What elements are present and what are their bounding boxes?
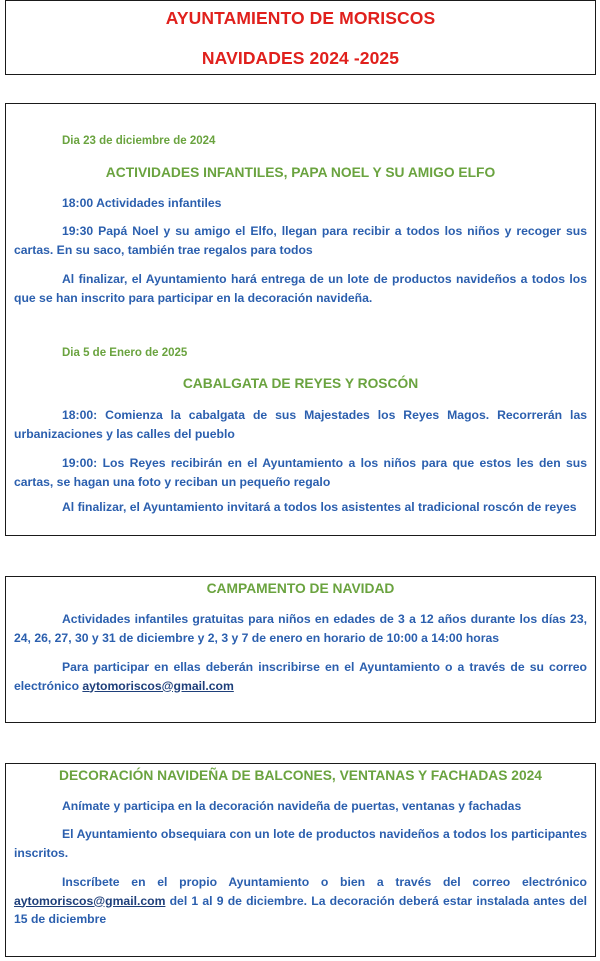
decoration-paragraph-3-text-b: del 1 al 9 de diciembre. La decoración deberá estar instalada antes del 15 de diciembre: [14, 893, 587, 926]
event1-paragraph-1: 18:00 Actividades infantiles: [62, 196, 222, 210]
event1-paragraph-2: 19:30 Papá Noel y su amigo el Elfo, llegan para recibir a todos los niños y recoger sus cartas. En su saco, también trae regalos para todos: [14, 224, 587, 257]
camp-title: CAMPAMENTO DE NAVIDAD: [206, 581, 395, 596]
camp-paragraph-1: Actividades infantiles gratuitas para niños en edades de 3 a 12 años durante los días 23, 24, 26, 27, 30 y 31 de diciembre y 2, 3 y 7 de enero en horario de 10:00 a 14:00 horas: [14, 612, 587, 645]
event-date-2: Dia 5 de Enero de 2025: [62, 347, 188, 359]
camp-paragraph-2: [14, 658, 587, 695]
event2-paragraph-3: Al finalizar, el Ayuntamiento invitará a todos los asistentes al tradicional roscón de reyes: [62, 500, 577, 514]
header-title: AYUNTAMIENTO DE MORISCOS: [165, 8, 436, 28]
decoration-paragraph-3: [14, 873, 587, 929]
camp-box: [5, 576, 596, 723]
camp-paragraph-2-text: Para participar en ellas deberán inscribirse en el Ayuntamiento o a través de su correo electrónico: [14, 660, 587, 693]
header-box: [5, 0, 596, 75]
email-link[interactable]: aytomoriscos@gmail.com: [82, 678, 234, 693]
events-box: [5, 103, 596, 536]
decoration-paragraph-1: Anímate y participa en la decoración navideña de puertas, ventanas y fachadas: [62, 799, 522, 813]
decoration-title: DECORACIÓN NAVIDEÑA DE BALCONES, VENTANAS Y FACHADAS 2024: [59, 768, 542, 783]
decoration-box: [5, 763, 596, 957]
event-title-2: CABALGATA DE REYES Y ROSCÓN: [182, 376, 419, 391]
header-subtitle: NAVIDADES 2024 -2025: [201, 48, 400, 68]
event2-paragraph-2: 19:00: Los Reyes recibirán en el Ayuntamiento a los niños para que estos les den sus cartas, se hagan una foto y reciban un pequeño regalo: [14, 456, 587, 489]
decoration-paragraph-3-text-a: Inscríbete en el propio Ayuntamiento o bien a través del correo electrónico: [62, 875, 587, 889]
decoration-paragraph-2: El Ayuntamiento obsequiara con un lote de productos navideños a todos los participantes inscritos.: [14, 827, 587, 860]
email-link[interactable]: aytomoriscos@gmail.com: [14, 893, 166, 908]
event-title-1: ACTIVIDADES INFANTILES, PAPA NOEL Y SU AMIGO ELFO: [105, 165, 496, 180]
event-date-1: Dia 23 de diciembre de 2024: [62, 135, 216, 147]
event1-paragraph-3: Al finalizar, el Ayuntamiento hará entrega de un lote de productos navideños a todos los que se han inscrito para participar en la decoración navideña.: [14, 272, 587, 305]
event2-paragraph-1: 18:00: Comienza la cabalgata de sus Majestades los Reyes Magos. Recorrerán las urbanizaciones y las calles del pueblo: [14, 408, 587, 441]
